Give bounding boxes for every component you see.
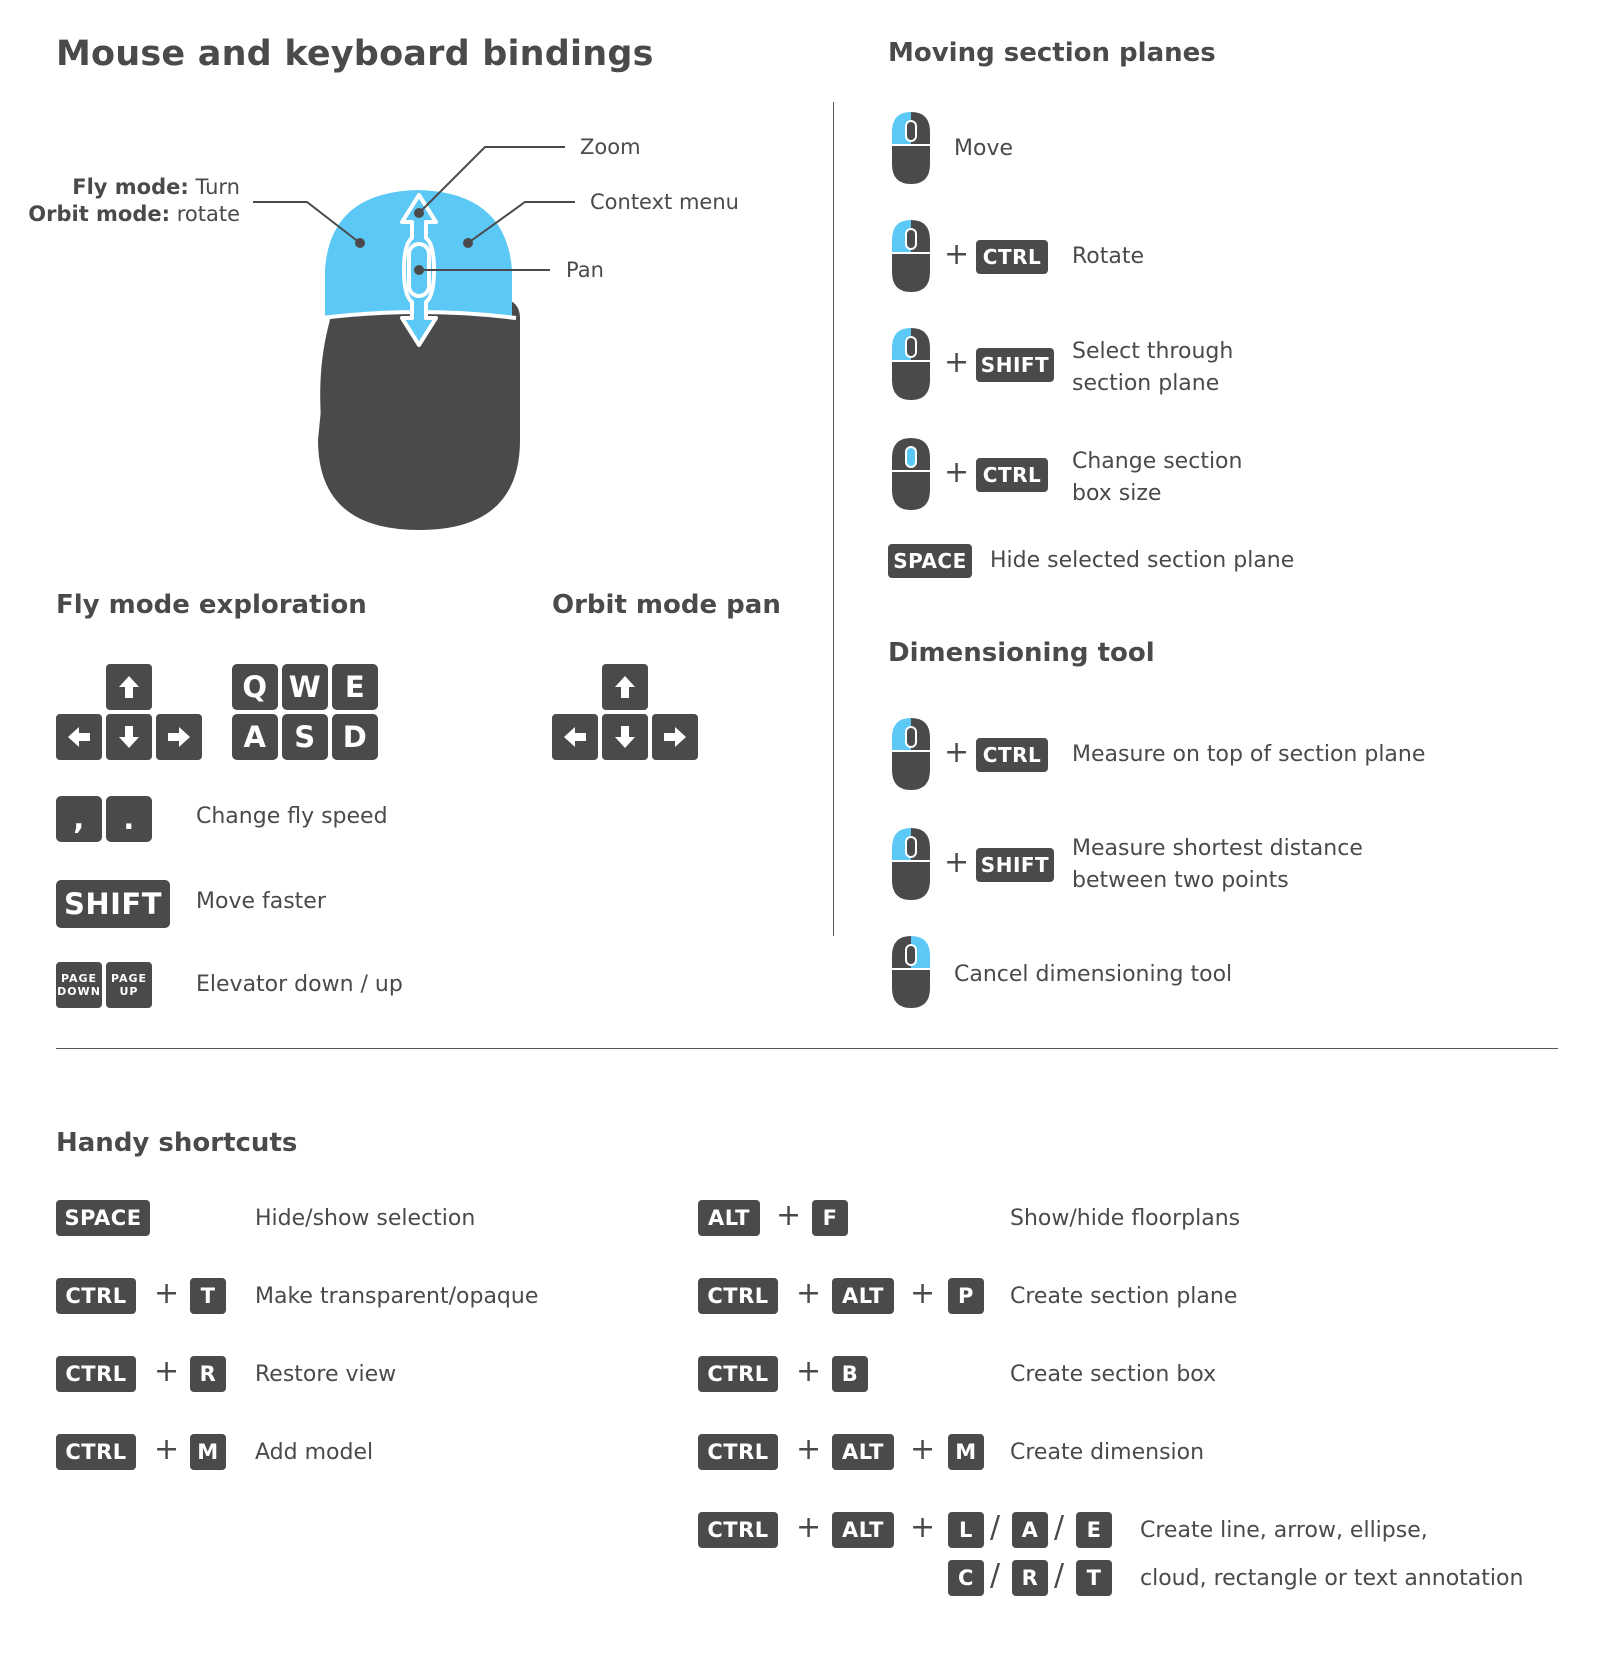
slash-separator: / — [1054, 1558, 1065, 1593]
change-fly-speed-desc: Change fly speed — [196, 804, 388, 829]
orbit-down-arrow-key — [602, 714, 648, 760]
shortcut-right-3-desc: Create dimension — [1010, 1440, 1205, 1465]
shortcut-right-1-desc: Create section plane — [1010, 1284, 1238, 1309]
arrow-up-icon — [612, 674, 638, 700]
ctrl-key: CTRL — [698, 1278, 778, 1314]
plus-sign: + — [796, 1510, 822, 1545]
key-e: E — [1076, 1512, 1112, 1548]
plus-sign: + — [910, 1432, 936, 1467]
mouse-left-icon — [890, 716, 932, 792]
shortcut-left-1-desc: Make transparent/opaque — [255, 1284, 539, 1309]
orbit-up-arrow-key — [602, 664, 648, 710]
arrow-down-icon — [116, 724, 142, 750]
key-r: R — [1012, 1560, 1048, 1596]
arrow-left-icon — [66, 724, 92, 750]
shortcut-left-2-desc: Restore view — [255, 1362, 397, 1387]
mouse-left-icon — [890, 218, 932, 294]
mouse-right-icon — [890, 934, 932, 1010]
shortcut-left-3-desc: Add model — [255, 1440, 374, 1465]
plus-sign: + — [944, 455, 970, 490]
key-f: F — [812, 1200, 848, 1236]
mouse-wheel-icon — [890, 436, 932, 512]
arrow-left-icon — [562, 724, 588, 750]
plus-sign: + — [796, 1432, 822, 1467]
left-arrow-key — [56, 714, 102, 760]
ctrl-key: CTRL — [976, 458, 1048, 492]
key-m: M — [190, 1434, 226, 1470]
ctrl-key: CTRL — [698, 1434, 778, 1470]
ctrl-key: CTRL — [56, 1356, 136, 1392]
key-t: T — [190, 1278, 226, 1314]
vertical-divider — [833, 102, 834, 936]
key-t: T — [1076, 1560, 1112, 1596]
plus-sign: + — [910, 1276, 936, 1311]
page-down-key: PAGE DOWN — [56, 962, 102, 1008]
key-d: D — [332, 714, 378, 760]
fly-mode-heading: Fly mode exploration — [56, 590, 367, 620]
key-a: A — [1012, 1512, 1048, 1548]
plus-sign: + — [154, 1276, 180, 1311]
slash-separator: / — [1054, 1510, 1065, 1545]
ctrl-key: CTRL — [56, 1434, 136, 1470]
key-s: S — [282, 714, 328, 760]
orbit-right-arrow-key — [652, 714, 698, 760]
move-faster-desc: Move faster — [196, 889, 326, 914]
key-a: A — [232, 714, 278, 760]
shift-key-large: SHIFT — [56, 880, 170, 928]
shortcut-right-0-desc: Show/hide floorplans — [1010, 1206, 1241, 1231]
plus-sign: + — [154, 1354, 180, 1389]
key-c: C — [948, 1560, 984, 1596]
key-w: W — [282, 664, 328, 710]
down-arrow-key — [106, 714, 152, 760]
dimensioning-heading: Dimensioning tool — [888, 638, 1155, 668]
arrow-down-icon — [612, 724, 638, 750]
context-menu-label: Context menu — [590, 190, 739, 214]
mouse-left-icon — [890, 826, 932, 902]
ctrl-key: CTRL — [56, 1278, 136, 1314]
plus-sign: + — [944, 845, 970, 880]
dimension-item-2-desc: Cancel dimensioning tool — [954, 962, 1233, 987]
key-r: R — [190, 1356, 226, 1392]
ctrl-key: CTRL — [698, 1356, 778, 1392]
right-arrow-key — [156, 714, 202, 760]
annotation-desc-line1: Create line, arrow, ellipse, — [1140, 1518, 1428, 1543]
plus-sign: + — [776, 1198, 802, 1233]
plus-sign: + — [796, 1276, 822, 1311]
key-b: B — [832, 1356, 868, 1392]
key-p: P — [948, 1278, 984, 1314]
up-arrow-key — [106, 664, 152, 710]
slash-separator: / — [990, 1558, 1001, 1593]
key-q: Q — [232, 664, 278, 710]
section-item-3-desc: Change section box size — [1072, 449, 1243, 506]
hide-section-plane-desc: Hide selected section plane — [990, 548, 1295, 573]
annotation-desc-line2: cloud, rectangle or text annotation — [1140, 1566, 1524, 1591]
elevator-desc: Elevator down / up — [196, 972, 403, 997]
key-comma: , — [56, 796, 102, 842]
alt-key: ALT — [832, 1512, 894, 1548]
dimension-item-1-desc: Measure shortest distance between two points — [1072, 836, 1363, 893]
arrow-up-icon — [116, 674, 142, 700]
section-item-0-desc: Move — [954, 136, 1013, 161]
ctrl-key: CTRL — [976, 240, 1048, 274]
arrow-right-icon — [662, 724, 688, 750]
shortcut-left-0-desc: Hide/show selection — [255, 1206, 476, 1231]
plus-sign: + — [154, 1432, 180, 1467]
plus-sign: + — [944, 345, 970, 380]
pan-label: Pan — [566, 258, 604, 282]
section-planes-heading: Moving section planes — [888, 38, 1216, 68]
zoom-label: Zoom — [580, 135, 641, 159]
fly-orbit-label: Fly mode: Turn Orbit mode: rotate — [28, 175, 240, 226]
key-l: L — [948, 1512, 984, 1548]
page-title: Mouse and keyboard bindings — [56, 34, 654, 74]
alt-key: ALT — [832, 1278, 894, 1314]
ctrl-key: CTRL — [976, 738, 1048, 772]
dimension-item-0-desc: Measure on top of section plane — [1072, 742, 1426, 767]
horizontal-divider — [56, 1048, 1558, 1049]
slash-separator: / — [990, 1510, 1001, 1545]
plus-sign: + — [796, 1354, 822, 1389]
plus-sign: + — [910, 1510, 936, 1545]
orbit-left-arrow-key — [552, 714, 598, 760]
shift-key: SHIFT — [976, 348, 1054, 382]
key-m: M — [948, 1434, 984, 1470]
mouse-diagram — [0, 0, 800, 560]
alt-key: ALT — [832, 1434, 894, 1470]
ctrl-key: CTRL — [698, 1512, 778, 1548]
mouse-left-icon — [890, 110, 932, 186]
section-item-2-desc: Select through section plane — [1072, 339, 1234, 396]
alt-key: ALT — [698, 1200, 760, 1236]
section-item-1-desc: Rotate — [1072, 244, 1145, 269]
key-period: . — [106, 796, 152, 842]
space-key: SPACE — [56, 1200, 150, 1236]
space-key: SPACE — [888, 544, 972, 578]
page-up-key: PAGE UP — [106, 962, 152, 1008]
mouse-left-icon — [890, 326, 932, 402]
arrow-right-icon — [166, 724, 192, 750]
shortcuts-heading: Handy shortcuts — [56, 1128, 298, 1158]
shift-key: SHIFT — [976, 848, 1054, 882]
plus-sign: + — [944, 735, 970, 770]
plus-sign: + — [944, 237, 970, 272]
orbit-mode-heading: Orbit mode pan — [552, 590, 781, 620]
key-e: E — [332, 664, 378, 710]
shortcut-right-2-desc: Create section box — [1010, 1362, 1217, 1387]
